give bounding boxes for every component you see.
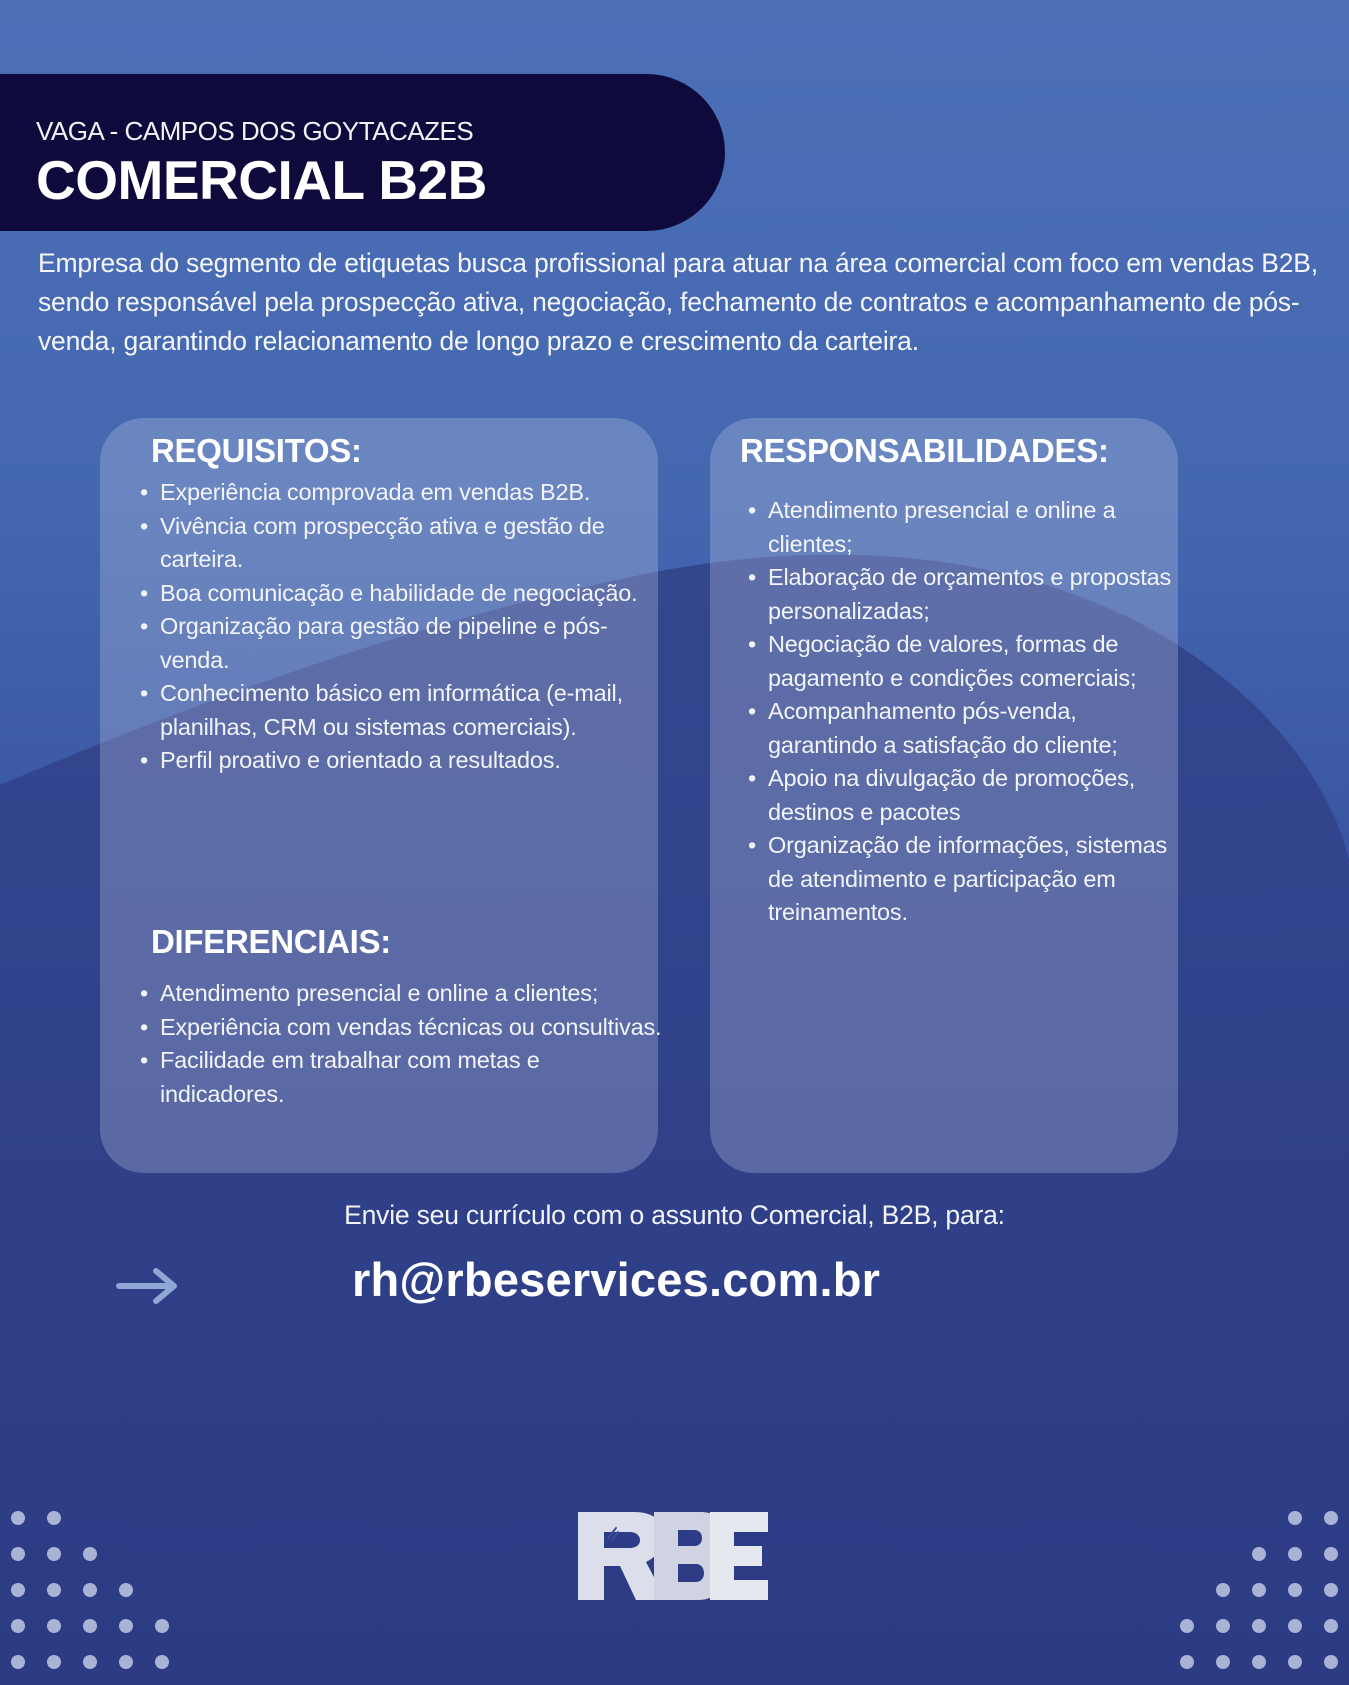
list-item: • Elaboração de orçamentos e propostas personalizadas; bbox=[768, 561, 1178, 628]
list-item: • Apoio na divulgação de promoções, destinos e pacotes bbox=[768, 762, 1178, 829]
list-item: • Perfil proativo e orientado a resultados. bbox=[160, 744, 660, 778]
job-location: VAGA - CAMPOS DOS GOYTACAZES bbox=[36, 116, 474, 146]
list-item: • Negociação de valores, formas de pagamento e condições comerciais; bbox=[768, 628, 1178, 695]
rbe-logo bbox=[574, 1508, 770, 1604]
responsibilities-heading: RESPONSABILIDADES: bbox=[740, 432, 1109, 469]
list-item: • Organização para gestão de pipeline e pós-venda. bbox=[160, 610, 660, 677]
differentials-list bbox=[138, 977, 670, 1111]
responsibilities-list bbox=[746, 494, 1178, 930]
job-title: COMERCIAL B2B bbox=[36, 149, 487, 211]
list-item: • Organização de informações, sistemas de atendimento e participação em treinamentos. bbox=[768, 829, 1178, 930]
requirements-heading: REQUISITOS: bbox=[151, 432, 362, 469]
email-link[interactable]: rh@rbeservices.com.br bbox=[352, 1253, 881, 1306]
list-item: • Conhecimento básico em informática (e-mail, planilhas, CRM ou sistemas comerciais). bbox=[160, 677, 660, 744]
list-item: • Vivência com prospecção ativa e gestão de carteira. bbox=[160, 510, 660, 577]
requirements-list bbox=[138, 476, 660, 778]
list-item: • Boa comunicação e habilidade de negociação. bbox=[160, 577, 660, 611]
list-item: • Atendimento presencial e online a clientes; bbox=[768, 494, 1178, 561]
dots-decoration-left bbox=[0, 1498, 190, 1685]
list-item: • Experiência comprovada em vendas B2B. bbox=[160, 476, 660, 510]
responsibilities-card bbox=[710, 418, 1178, 1173]
cta-text: Envie seu currículo com o assunto Comercial, B2B, para: bbox=[344, 1200, 1005, 1230]
list-item: • Facilidade em trabalhar com metas e indicadores. bbox=[160, 1044, 670, 1111]
arrow-right-icon bbox=[116, 1266, 180, 1306]
list-item: • Experiência com vendas técnicas ou consultivas. bbox=[160, 1011, 670, 1045]
header-banner bbox=[0, 74, 725, 231]
list-item: • Acompanhamento pós-venda, garantindo a satisfação do cliente; bbox=[768, 695, 1178, 762]
intro-paragraph: Empresa do segmento de etiquetas busca profissional para atuar na área comercial com foco em vendas B2B, sendo responsável pela prospecção ativa, negociação, fechamento de contratos e acompanhamento de pós-venda, garantindo relacionamento de longo prazo e crescimento da carteira. bbox=[38, 248, 1318, 356]
requirements-card bbox=[100, 418, 662, 1173]
differentials-heading: DIFERENCIAIS: bbox=[151, 923, 391, 960]
dots-decoration-right bbox=[1159, 1498, 1349, 1685]
list-item: • Atendimento presencial e online a clientes; bbox=[160, 977, 670, 1011]
